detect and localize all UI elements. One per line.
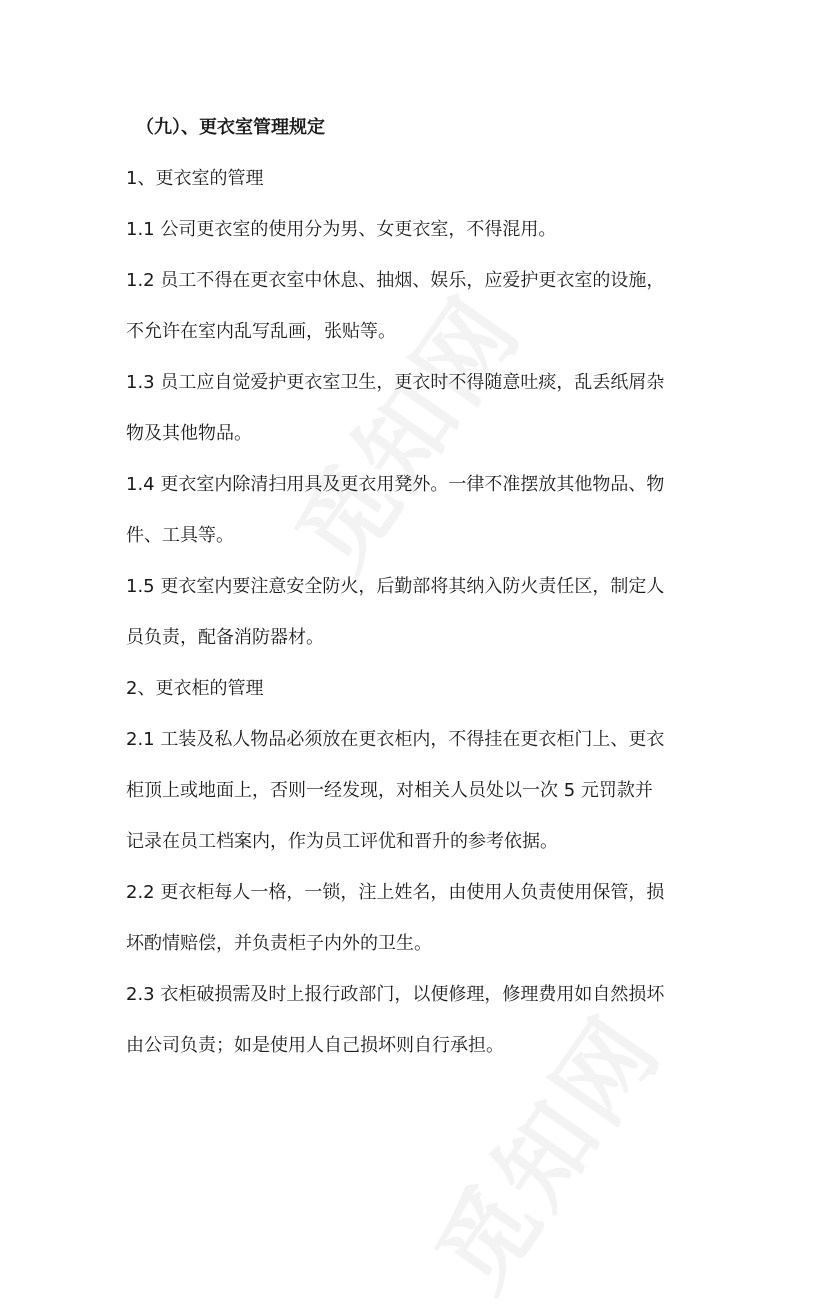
paragraph-line: 坏酌情赔偿，并负责柜子内外的卫生。 (126, 933, 432, 954)
document-body (126, 112, 716, 1081)
paragraph-line: 2.1 工装及私人物品必须放在更衣柜内，不得挂在更衣柜门上、更衣 (126, 729, 665, 750)
paragraph-line: 员负责，配备消防器材。 (126, 627, 324, 648)
paragraph-line: 件、工具等。 (126, 525, 234, 546)
paragraph-line: 由公司负责；如是使用人自己损坏则自行承担。 (126, 1035, 504, 1056)
paragraph-line: 柜顶上或地面上，否则一经发现，对相关人员处以一次 5 元罚款并 (126, 780, 653, 801)
paragraph-line: 2.3 衣柜破损需及时上报行政部门，以便修理，修理费用如自然损坏 (126, 984, 665, 1005)
paragraph-line: 2、更衣柜的管理 (126, 678, 264, 699)
paragraph-line: 2.2 更衣柜每人一格，一锁，注上姓名，由使用人负责使用保管，损 (126, 882, 665, 903)
paragraph-line: 记录在员工档案内，作为员工评优和晋升的参考依据。 (126, 831, 558, 852)
paragraph-line: 1.3 员工应自觉爱护更衣室卫生，更衣时不得随意吐痰，乱丢纸屑杂 (126, 372, 665, 393)
section-title: （九）、更衣室管理规定 (136, 117, 325, 138)
paragraph-line: 不允许在室内乱写乱画，张贴等。 (126, 321, 396, 342)
paragraph-line: 1.5 更衣室内要注意安全防火，后勤部将其纳入防火责任区，制定人 (126, 576, 665, 597)
paragraph-line: 1.2 员工不得在更衣室中休息、抽烟、娱乐，应爱护更衣室的设施， (126, 270, 665, 291)
paragraph-line: 1、更衣室的管理 (126, 168, 264, 189)
paragraph-line: 1.1 公司更衣室的使用分为男、女更衣室，不得混用。 (126, 219, 557, 240)
paragraph-line: 1.4 更衣室内除清扫用具及更衣用凳外。一律不准摆放其他物品、物 (126, 474, 665, 495)
paragraph-line: 物及其他物品。 (126, 423, 252, 444)
